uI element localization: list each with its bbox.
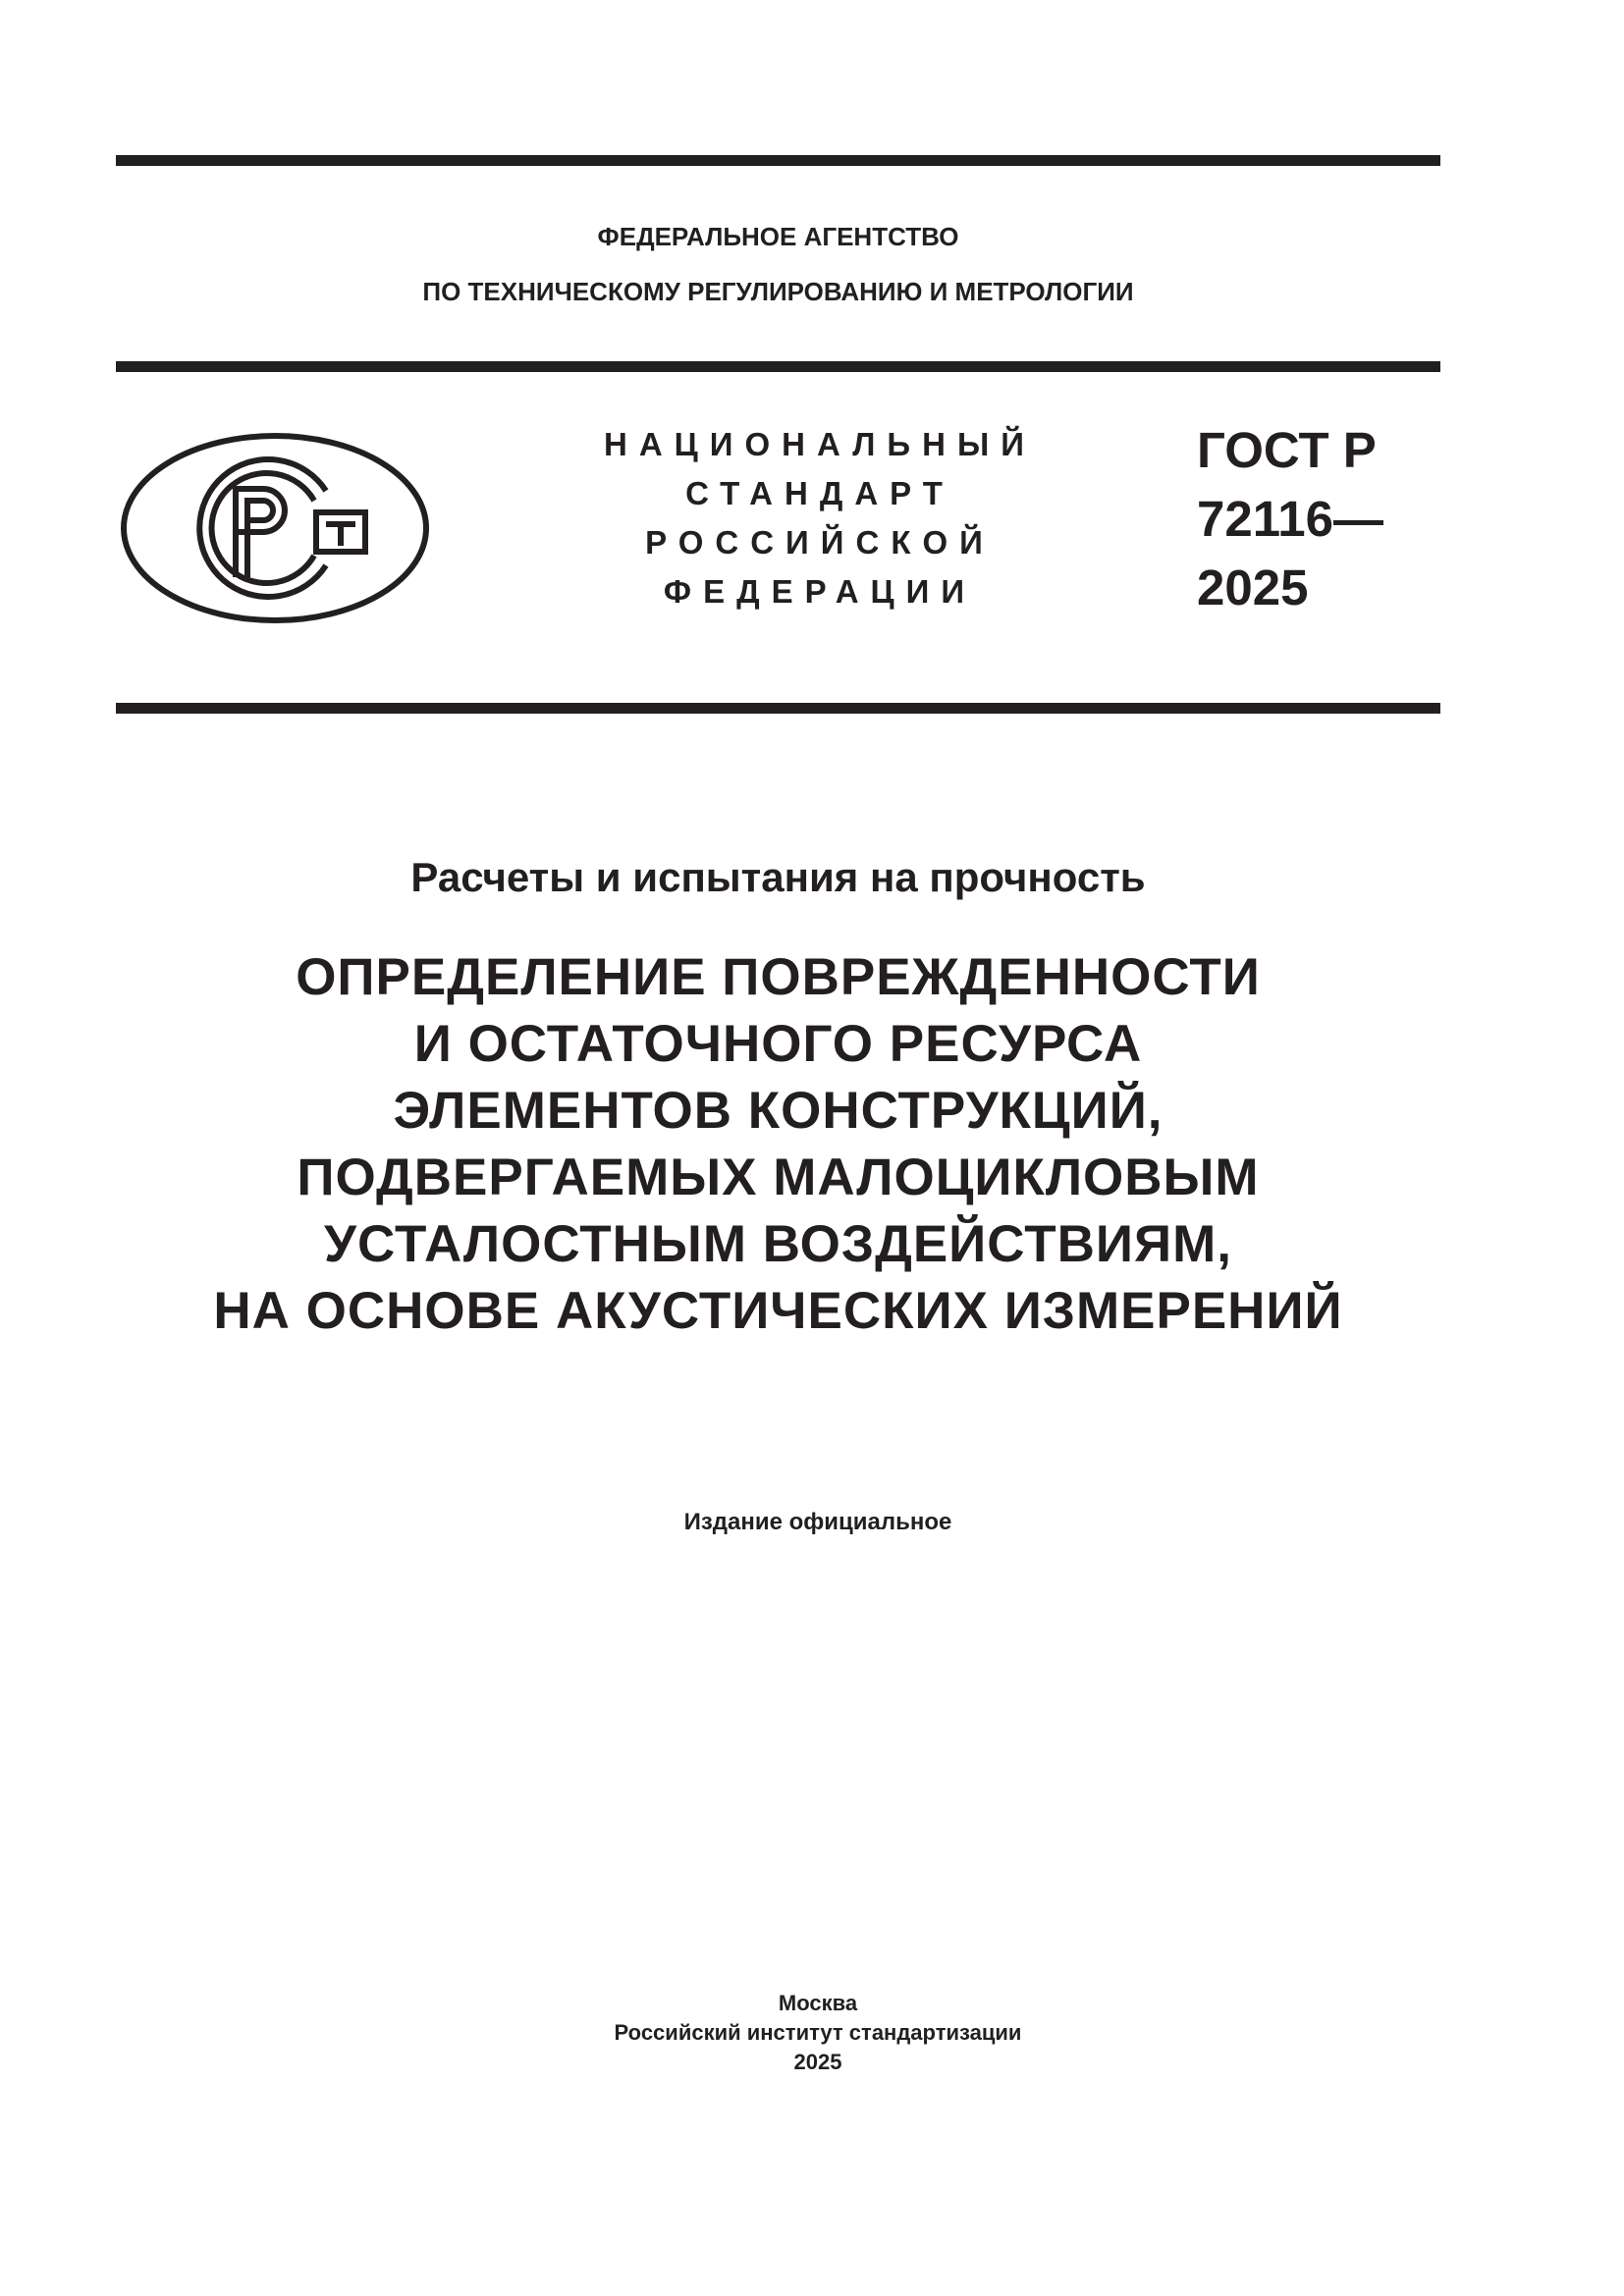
standard-kind-line-3: РОССИЙСКОЙ (645, 524, 995, 561)
standard-kind (579, 420, 1060, 616)
standard-kind-line-2: СТАНДАРТ (685, 475, 954, 511)
agency-line-1: ФЕДЕРАЛЬНОЕ АГЕНТСТВО (597, 222, 959, 251)
edition-label: Издание официальное (683, 1509, 952, 1535)
rst-certification-mark-icon (118, 430, 432, 626)
document-title-line-3: ЭЛЕМЕНТОВ КОНСТРУКЦИЙ, (393, 1082, 1164, 1140)
document-title (79, 944, 1478, 1345)
top-rule (116, 155, 1440, 166)
imprint-publisher: Российский институт стандартизации (614, 2020, 1022, 2045)
document-title-line-6: НА ОСНОВЕ АКУСТИЧЕСКИХ ИЗМЕРЕНИЙ (213, 1282, 1343, 1340)
imprint-year: 2025 (793, 2050, 842, 2074)
document-title-line-4: ПОДВЕРГАЕМЫХ МАЛОЦИКЛОВЫМ (297, 1148, 1260, 1206)
imprint (116, 1989, 1520, 2077)
header-divider (116, 361, 1440, 372)
standard-number-line-1: ГОСТ Р (1197, 422, 1377, 478)
standard-number-line-2: 72116— (1197, 491, 1384, 547)
standard-kind-line-1: НАЦИОНАЛЬНЫЙ (604, 426, 1036, 462)
document-title-line-1: ОПРЕДЕЛЕНИЕ ПОВРЕЖДЕННОСТИ (296, 948, 1261, 1006)
imprint-city: Москва (778, 1991, 858, 2015)
standard-number (1197, 416, 1383, 622)
document-subtitle: Расчеты и испытания на прочность (410, 854, 1146, 900)
document-title-line-2: И ОСТАТОЧНОГО РЕСУРСА (413, 1015, 1143, 1073)
agency-line-2: ПО ТЕХНИЧЕСКОМУ РЕГУЛИРОВАНИЮ И МЕТРОЛОГИИ (422, 277, 1134, 306)
standard-divider (116, 703, 1440, 714)
standard-kind-line-4: ФЕДЕРАЦИИ (663, 573, 977, 610)
document-title-line-5: УСТАЛОСТНЫМ ВОЗДЕЙСТВИЯМ, (324, 1215, 1232, 1273)
standard-number-line-3: 2025 (1197, 560, 1309, 615)
